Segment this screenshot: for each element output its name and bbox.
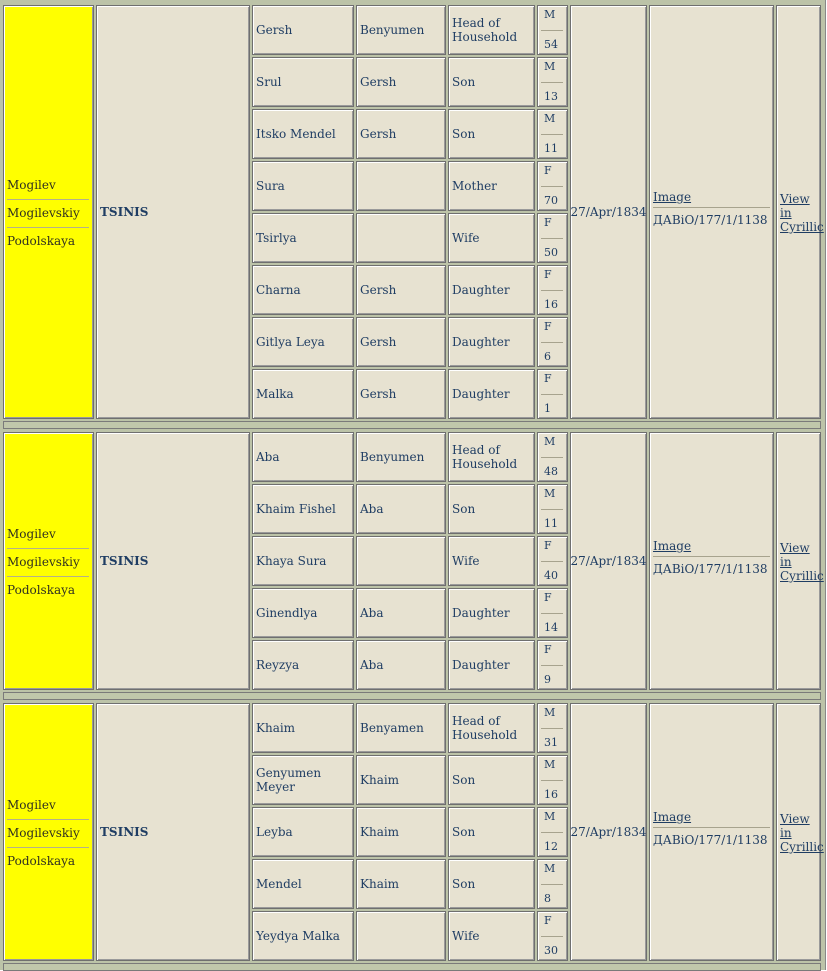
age: 54 (544, 38, 558, 51)
given-name-cell (252, 536, 354, 586)
sex: F (544, 539, 552, 552)
relation-cell (448, 213, 535, 263)
father-name-cell (356, 109, 446, 159)
sex-age-divider (541, 186, 563, 187)
location-item: Podolskaya (7, 234, 76, 248)
sex-age-divider (541, 30, 563, 31)
given-name-cell (252, 859, 354, 909)
archive-reference: ДАВіО/177/1/1138 (653, 562, 768, 576)
father-name-cell (356, 57, 446, 107)
sex-age-divider (541, 936, 563, 937)
relation-cell (448, 807, 535, 857)
father-name-cell (356, 265, 446, 315)
father-name: Aba (360, 606, 384, 620)
cyrillic-link-word: in (780, 826, 792, 840)
relation: Son (452, 127, 476, 141)
father-name (357, 912, 445, 960)
cyrillic-cell (776, 703, 824, 961)
sex-age-cell (537, 57, 568, 107)
location-item: Podolskaya (7, 854, 76, 868)
sex-age-cell (537, 432, 568, 482)
image-link[interactable]: Image (653, 810, 770, 828)
relation-cell (448, 536, 535, 586)
given-name: Ginendlya (256, 606, 318, 620)
relation: Head of Household (452, 443, 518, 471)
sex-age-cell (537, 640, 568, 690)
image-cell (649, 5, 774, 419)
cyrillic-link-word: in (780, 555, 792, 569)
sex: M (544, 487, 556, 500)
given-name-cell (252, 369, 354, 419)
age: 1 (544, 402, 551, 415)
age: 70 (544, 194, 558, 207)
father-name-cell (356, 484, 446, 534)
father-name: Benyamen (360, 721, 424, 735)
father-name: Khaim (360, 773, 400, 787)
given-name-cell (252, 265, 354, 315)
given-name: Srul (256, 75, 282, 89)
age: 9 (544, 673, 551, 686)
relation: Son (452, 877, 476, 891)
sex-age-cell (537, 588, 568, 638)
archive-reference: ДАВіО/177/1/1138 (653, 833, 768, 847)
given-name: Khaya Sura (256, 554, 327, 568)
relation-cell (448, 5, 535, 55)
surname-cell (96, 5, 250, 419)
sex-age-cell (537, 265, 568, 315)
cyrillic-link-word: View (780, 541, 810, 555)
given-name-cell (252, 432, 354, 482)
view-in-cyrillic-link[interactable] (780, 812, 824, 854)
given-name-cell (252, 588, 354, 638)
given-name-cell (252, 807, 354, 857)
location-list (7, 172, 89, 255)
relation: Son (452, 825, 476, 839)
location-item: Mogilev (7, 172, 89, 200)
father-name: Benyumen (360, 450, 425, 464)
age: 11 (544, 517, 558, 530)
sex-age-divider (541, 884, 563, 885)
father-name-cell (356, 213, 446, 263)
relation-cell (448, 109, 535, 159)
given-name: Yeydya Malka (256, 929, 340, 943)
relation-cell (448, 640, 535, 690)
father-name-cell (356, 5, 446, 55)
image-link[interactable]: Image (653, 539, 770, 557)
father-name: Gersh (360, 75, 397, 89)
cyrillic-cell (776, 5, 824, 419)
relation-cell (448, 265, 535, 315)
cyrillic-link-word: View (780, 192, 810, 206)
age: 14 (544, 621, 558, 634)
surname: TSINIS (100, 205, 149, 219)
record-date: 27/Apr/1834 (570, 554, 647, 568)
sex-age-divider (541, 290, 563, 291)
sex: M (544, 862, 556, 875)
image-box (653, 810, 770, 847)
relation: Wife (452, 554, 480, 568)
image-box (653, 539, 770, 576)
father-name: Aba (360, 502, 384, 516)
age: 31 (544, 736, 558, 749)
father-name (357, 537, 445, 585)
view-in-cyrillic-link[interactable] (780, 541, 824, 583)
sex-age-cell (537, 213, 568, 263)
age: 11 (544, 142, 558, 155)
cyrillic-cell (776, 432, 824, 690)
given-name: Charna (256, 283, 301, 297)
age: 13 (544, 90, 558, 103)
location-cell (3, 703, 94, 961)
relation: Mother (452, 179, 497, 193)
father-name-cell (356, 911, 446, 961)
sex-age-cell (537, 161, 568, 211)
location-item: Mogilevskiy (7, 820, 89, 848)
relation: Son (452, 502, 476, 516)
given-name-cell (252, 161, 354, 211)
given-name-cell (252, 213, 354, 263)
cyrillic-link-word: View (780, 812, 810, 826)
relation: Daughter (452, 658, 510, 672)
given-name-cell (252, 640, 354, 690)
age: 12 (544, 840, 558, 853)
group-separator (3, 692, 821, 700)
relation-cell (448, 369, 535, 419)
relation: Daughter (452, 335, 510, 349)
father-name-cell (356, 536, 446, 586)
age: 48 (544, 465, 558, 478)
relation: Head of Household (452, 714, 518, 742)
relation: Son (452, 773, 476, 787)
father-name-cell (356, 369, 446, 419)
given-name-cell (252, 755, 354, 805)
relation-cell (448, 57, 535, 107)
age: 6 (544, 350, 551, 363)
sex-age-divider (541, 613, 563, 614)
cyrillic-link-word: in (780, 206, 792, 220)
relation-cell (448, 588, 535, 638)
location-item: Mogilev (7, 521, 89, 549)
relation-cell (448, 755, 535, 805)
relation-cell (448, 703, 535, 753)
given-name-cell (252, 703, 354, 753)
surname: TSINIS (100, 825, 149, 839)
sex: F (544, 164, 552, 177)
relation: Daughter (452, 283, 510, 297)
sex-age-divider (541, 665, 563, 666)
sex-age-cell (537, 317, 568, 367)
sex-age-cell (537, 911, 568, 961)
sex-age-cell (537, 859, 568, 909)
father-name: Gersh (360, 387, 397, 401)
sex-age-cell (537, 109, 568, 159)
father-name (357, 214, 445, 262)
relation: Wife (452, 929, 480, 943)
given-name: Genyumen Meyer (256, 766, 322, 794)
surname-cell (96, 703, 250, 961)
image-cell (649, 703, 774, 961)
sex-age-cell (537, 5, 568, 55)
given-name: Gitlya Leya (256, 335, 325, 349)
location-item: Mogilevskiy (7, 549, 89, 577)
father-name-cell (356, 755, 446, 805)
sex: M (544, 112, 556, 125)
sex-age-divider (541, 509, 563, 510)
given-name-cell (252, 317, 354, 367)
father-name: Benyumen (360, 23, 425, 37)
given-name-cell (252, 5, 354, 55)
relation-cell (448, 484, 535, 534)
location-list (7, 521, 89, 604)
sex: M (544, 758, 556, 771)
father-name-cell (356, 703, 446, 753)
record-date: 27/Apr/1834 (570, 825, 647, 839)
given-name: Khaim Fishel (256, 502, 336, 516)
relation-cell (448, 432, 535, 482)
given-name: Malka (256, 387, 294, 401)
age: 50 (544, 246, 558, 259)
sex-age-cell (537, 755, 568, 805)
father-name-cell (356, 807, 446, 857)
relation: Daughter (452, 387, 510, 401)
location-list (7, 792, 89, 875)
relation-cell (448, 161, 535, 211)
given-name: Itsko Mendel (256, 127, 336, 141)
sex-age-cell (537, 703, 568, 753)
sex-age-divider (541, 134, 563, 135)
father-name: Gersh (360, 283, 397, 297)
sex: F (544, 372, 552, 385)
date-cell (570, 432, 647, 690)
sex-age-cell (537, 369, 568, 419)
given-name-cell (252, 109, 354, 159)
age: 16 (544, 788, 558, 801)
sex-age-cell (537, 807, 568, 857)
sex: F (544, 591, 552, 604)
sex: F (544, 268, 552, 281)
surname: TSINIS (100, 554, 149, 568)
given-name: Sura (256, 179, 285, 193)
cyrillic-link-word: Cyrillic (780, 569, 824, 583)
relation: Son (452, 75, 476, 89)
given-name: Mendel (256, 877, 302, 891)
location-item: Mogilev (7, 792, 89, 820)
father-name-cell (356, 588, 446, 638)
sex-age-divider (541, 342, 563, 343)
sex-age-divider (541, 728, 563, 729)
relation-cell (448, 317, 535, 367)
given-name: Gersh (256, 23, 293, 37)
given-name: Khaim (256, 721, 296, 735)
father-name-cell (356, 640, 446, 690)
sex-age-divider (541, 82, 563, 83)
relation: Head of Household (452, 16, 518, 44)
location-item: Mogilevskiy (7, 200, 89, 228)
given-name: Leyba (256, 825, 293, 839)
father-name: Aba (360, 658, 384, 672)
father-name-cell (356, 161, 446, 211)
given-name: Tsirlya (256, 231, 297, 245)
father-name (357, 162, 445, 210)
date-cell (570, 703, 647, 961)
sex-age-divider (541, 832, 563, 833)
relation: Wife (452, 231, 480, 245)
age: 8 (544, 892, 551, 905)
cyrillic-link-word: Cyrillic (780, 840, 824, 854)
image-box (653, 190, 770, 227)
group-separator (3, 421, 821, 429)
given-name-cell (252, 484, 354, 534)
date-cell (570, 5, 647, 419)
view-in-cyrillic-link[interactable] (780, 192, 824, 234)
given-name: Aba (256, 450, 280, 464)
sex-age-cell (537, 484, 568, 534)
record-date: 27/Apr/1834 (570, 205, 647, 219)
father-name: Khaim (360, 877, 400, 891)
given-name-cell (252, 911, 354, 961)
sex: M (544, 810, 556, 823)
sex: M (544, 8, 556, 21)
sex-age-divider (541, 561, 563, 562)
location-cell (3, 5, 94, 419)
sex-age-divider (541, 238, 563, 239)
archive-reference: ДАВіО/177/1/1138 (653, 213, 768, 227)
sex-age-divider (541, 780, 563, 781)
father-name-cell (356, 432, 446, 482)
surname-cell (96, 432, 250, 690)
image-link[interactable]: Image (653, 190, 770, 208)
age: 30 (544, 944, 558, 957)
relation-cell (448, 911, 535, 961)
age: 16 (544, 298, 558, 311)
given-name-cell (252, 57, 354, 107)
sex-age-divider (541, 394, 563, 395)
father-name: Gersh (360, 335, 397, 349)
sex-age-divider (541, 457, 563, 458)
father-name: Gersh (360, 127, 397, 141)
relation: Daughter (452, 606, 510, 620)
sex: M (544, 60, 556, 73)
sex: M (544, 706, 556, 719)
father-name-cell (356, 317, 446, 367)
age: 40 (544, 569, 558, 582)
sex: F (544, 320, 552, 333)
location-cell (3, 432, 94, 690)
cyrillic-link-word: Cyrillic (780, 220, 824, 234)
location-item: Podolskaya (7, 583, 76, 597)
sex: F (544, 914, 552, 927)
image-cell (649, 432, 774, 690)
relation-cell (448, 859, 535, 909)
sex: F (544, 643, 552, 656)
sex: F (544, 216, 552, 229)
father-name-cell (356, 859, 446, 909)
sex-age-cell (537, 536, 568, 586)
sex: M (544, 435, 556, 448)
given-name: Reyzya (256, 658, 300, 672)
father-name: Khaim (360, 825, 400, 839)
